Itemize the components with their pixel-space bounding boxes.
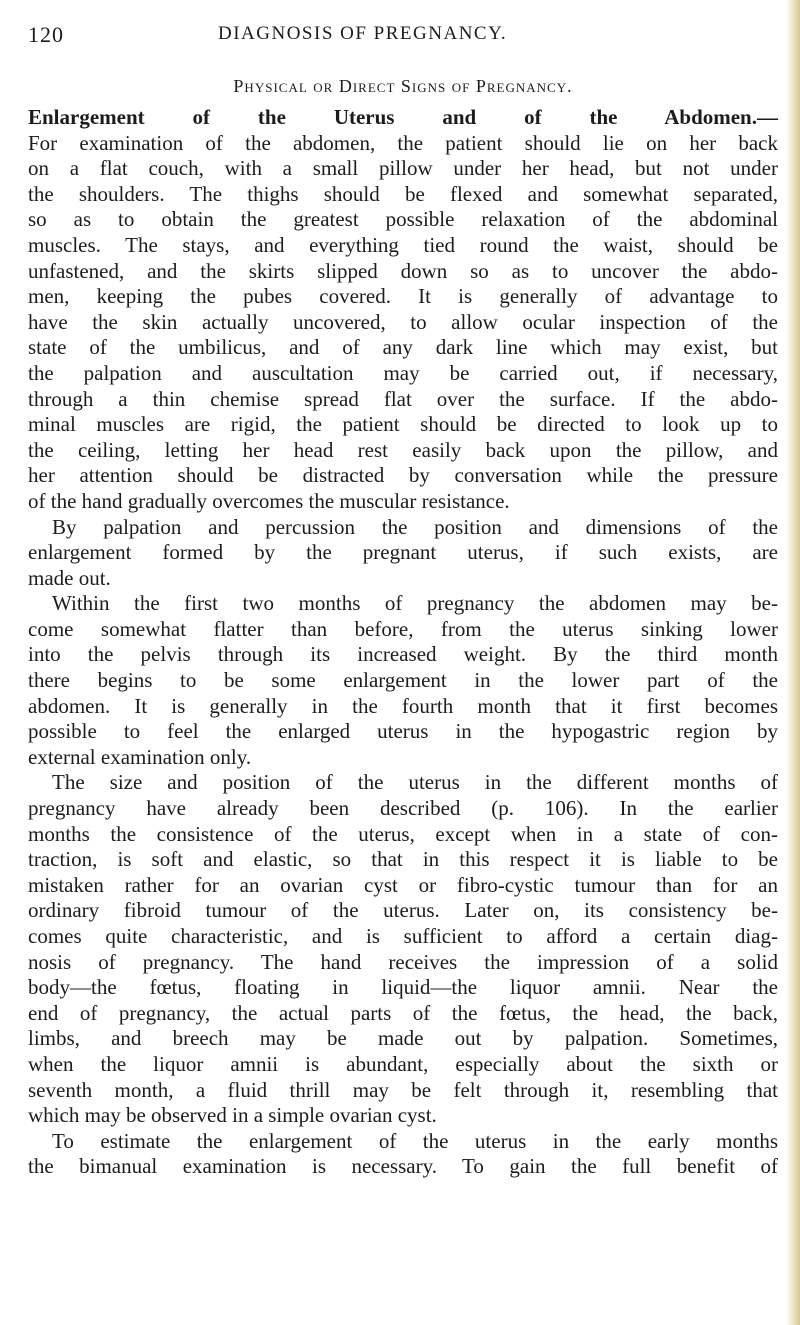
text-line: muscles. The stays, and everything tied round the waist, should be	[28, 232, 778, 257]
text-line: unfastened, and the skirts slipped down so as to uncover the abdo-	[28, 258, 778, 283]
text-line: through a thin chemise spread flat over the surface. If the abdo-	[28, 386, 778, 411]
running-head	[28, 14, 778, 54]
text-line: comes quite characteristic, and is sufficient to afford a certain diag-	[28, 924, 778, 948]
text-line: into the pelvis through its increased weight. By the third month	[28, 642, 778, 667]
text-line: so as to obtain the greatest possible relaxation of the abdominal	[28, 207, 778, 232]
text-line: enlargement formed by the pregnant uterus, if such exists, are	[28, 540, 778, 565]
text-line: on a flat couch, with a small pillow under her head, but not under	[28, 156, 778, 181]
text-line: mistaken rather for an ovarian cyst or fibro-cystic tumour than for an	[28, 872, 778, 897]
text-line: Within the first two months of pregnancy the abdomen may be-	[52, 591, 778, 616]
text-line: possible to feel the enlarged uterus in the hypogastric region by	[28, 719, 778, 744]
text-line: ordinary fibroid tumour of the uterus. Later on, its consistency be-	[28, 898, 778, 923]
page-number: 120	[28, 22, 64, 47]
subheading-line	[28, 105, 778, 131]
text-line: her attention should be distracted by conversation while the pressure	[28, 463, 778, 488]
text-line: end of pregnancy, the actual parts of the fœtus, the head, the back,	[28, 1000, 778, 1025]
book-page	[28, 14, 778, 1314]
text-line: By palpation and percussion the position and dimensions of the	[52, 514, 778, 539]
text-line: The size and position of the uterus in the different months of	[52, 770, 778, 795]
running-title: DIAGNOSIS OF PREGNANCY.	[218, 23, 508, 44]
text-line: the bimanual examination is necessary. To gain the full benefit of	[28, 1154, 778, 1179]
text-line: seventh month, a fluid thrill may be felt through it, resembling that	[28, 1077, 778, 1102]
text-line: nosis of pregnancy. The hand receives the impression of a solid	[28, 949, 778, 974]
text-line: when the liquor amnii is abundant, especially about the sixth or	[28, 1051, 778, 1076]
text-line: have the skin actually uncovered, to allow ocular inspection of the	[28, 309, 778, 334]
text-line: pregnancy have already been described (p. 106). In the earlier	[28, 796, 778, 821]
text-line: made out.	[28, 565, 111, 590]
text-line: For examination of the abdomen, the patient should lie on her back	[28, 130, 778, 155]
text-line: the shoulders. The thighs should be flexed and somewhat separated,	[28, 181, 778, 206]
page-edge	[786, 0, 800, 1325]
text-line: come somewhat flatter than before, from the uterus sinking lower	[28, 616, 778, 641]
text-line: the ceiling, letting her head rest easily back upon the pillow, and	[28, 437, 778, 462]
body-text	[28, 105, 778, 1180]
text-line: months the consistence of the uterus, except when in a state of con-	[28, 821, 778, 846]
text-line: there begins to be some enlargement in the lower part of the	[28, 668, 778, 693]
text-line: which may be observed in a simple ovarian cyst.	[28, 1103, 437, 1128]
text-line: men, keeping the pubes covered. It is generally of advantage to	[28, 284, 778, 309]
section-heading: Physical or Direct Signs of Pregnancy.	[233, 76, 573, 96]
text-line: the palpation and auscultation may be carried out, if necessary,	[28, 360, 778, 385]
text-line: of the hand gradually overcomes the muscular resistance.	[28, 488, 510, 513]
subheading: Enlargement of the Uterus and of the Abdomen.—	[28, 105, 778, 129]
text-line: external examination only.	[28, 744, 252, 769]
text-line: traction, is soft and elastic, so that in this respect it is liable to be	[28, 847, 778, 872]
text-line: body—the fœtus, floating in liquid—the liquor amnii. Near the	[28, 975, 778, 1000]
text-line: state of the umbilicus, and of any dark line which may exist, but	[28, 335, 778, 360]
text-line: limbs, and breech may be made out by palpation. Sometimes,	[28, 1026, 778, 1051]
text-line: To estimate the enlargement of the uterus in the early months	[52, 1128, 778, 1153]
text-line: minal muscles are rigid, the patient should be directed to look up to	[28, 412, 778, 437]
text-line: abdomen. It is generally in the fourth month that it first becomes	[28, 693, 778, 718]
